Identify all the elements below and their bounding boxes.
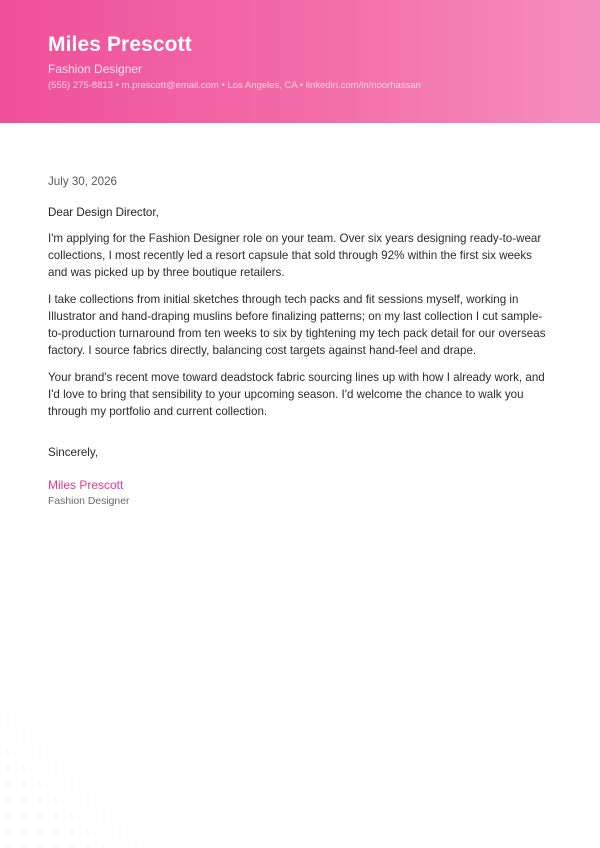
decorative-dot-pattern xyxy=(0,712,150,848)
closing: Sincerely, xyxy=(48,446,99,459)
signature-name: Miles Prescott xyxy=(48,478,124,492)
paragraph-3: Your brand's recent move toward deadstock fabric sourcing lines up with how I already work, and I'd love to bring that sensibility to your upcoming season. I'd welcome the chance to walk you through my portfolio and current collection. xyxy=(48,371,545,418)
salutation: Dear Design Director, xyxy=(48,206,159,219)
paragraph-1: I'm applying for the Fashion Designer role on your team. Over six years designing ready-to-wear collections, I most recently led a resort capsule that sold through 92% within the first six weeks and was picked up by three boutique retailers. xyxy=(48,232,542,279)
letter-body xyxy=(48,173,553,509)
applicant-title: Fashion Designer xyxy=(48,62,143,76)
contact-line: (555) 275-8813 • m.prescott@email.com • Los Angeles, CA • linkedin.com/in/noorhassan xyxy=(48,80,421,91)
applicant-name: Miles Prescott xyxy=(48,33,192,56)
letter-date: July 30, 2026 xyxy=(48,175,117,188)
signature-title: Fashion Designer xyxy=(48,496,130,507)
header-banner xyxy=(0,0,600,123)
paragraph-2: I take collections from initial sketches through tech packs and fit sessions myself, working in Illustrator and hand-draping muslins before finalizing patterns; on my last collection I cut sample-to-production turnaround from ten weeks to six by tightening my tech pack detail for our overseas factory. I source fabrics directly, balancing cost targets against hand-feel and drape. xyxy=(48,293,546,357)
